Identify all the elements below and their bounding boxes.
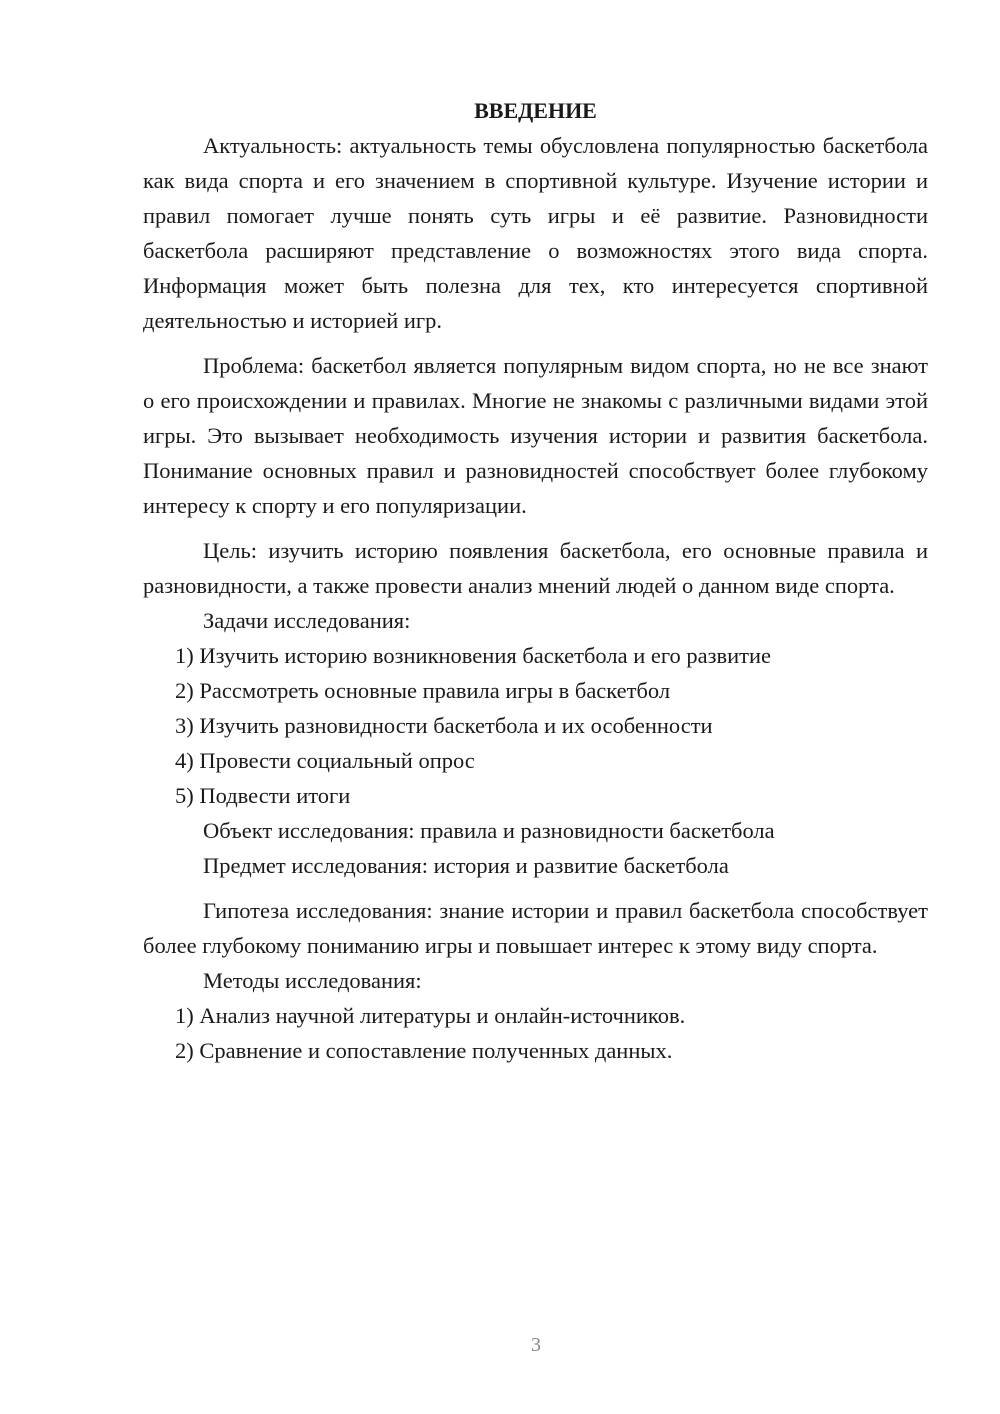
- task-item: 3) Изучить разновидности баскетбола и их особенности: [175, 713, 713, 738]
- method-item: 1) Анализ научной литературы и онлайн-источников.: [175, 1003, 686, 1028]
- method-item: 2) Сравнение и сопоставление полученных данных.: [175, 1038, 673, 1063]
- methods-heading: Методы исследования:: [203, 968, 422, 993]
- page-number: 3: [531, 1334, 541, 1356]
- page-title: ВВЕДЕНИЕ: [474, 98, 597, 123]
- task-item: 2) Рассмотреть основные правила игры в баскетбол: [175, 678, 671, 703]
- page-content: [143, 96, 928, 1068]
- research-object: Объект исследования: правила и разновидности баскетбола: [203, 818, 775, 843]
- goal-paragraph: Цель: изучить историю появления баскетбола, его основные правила и разновидности, а также провести анализ мнений людей о данном виде спорта.: [143, 538, 928, 598]
- hypothesis-paragraph: Гипотеза исследования: знание истории и правил баскетбола способствует более глубокому пониманию игры и повышает интерес к этому виду спорта.: [143, 898, 928, 958]
- research-subject: Предмет исследования: история и развитие баскетбола: [203, 853, 729, 878]
- problem-paragraph: Проблема: баскетбол является популярным видом спорта, но не все знают о его происхождении и правилах. Многие не знакомы с различными видами этой игры. Это вызывает необходимость изучения истории и развития баскетбола. Понимание основных правил и разновидностей способствует более глубокому интересу к спорту и его популяризации.: [143, 353, 928, 518]
- task-item: 5) Подвести итоги: [175, 783, 351, 808]
- relevance-paragraph: Актуальность: актуальность темы обусловлена популярностью баскетбола как вида спорта и его значением в спортивной культуре. Изучение истории и правил помогает лучше понять суть игры и её развитие. Разновидности баскетбола расширяют представление о возможностях этого вида спорта. Информация может быть полезна для тех, кто интересуется спортивной деятельностью и историей игр.: [143, 133, 928, 333]
- task-item: 1) Изучить историю возникновения баскетбола и его развитие: [175, 643, 772, 668]
- task-item: 4) Провести социальный опрос: [175, 748, 475, 773]
- tasks-heading: Задачи исследования:: [203, 608, 411, 633]
